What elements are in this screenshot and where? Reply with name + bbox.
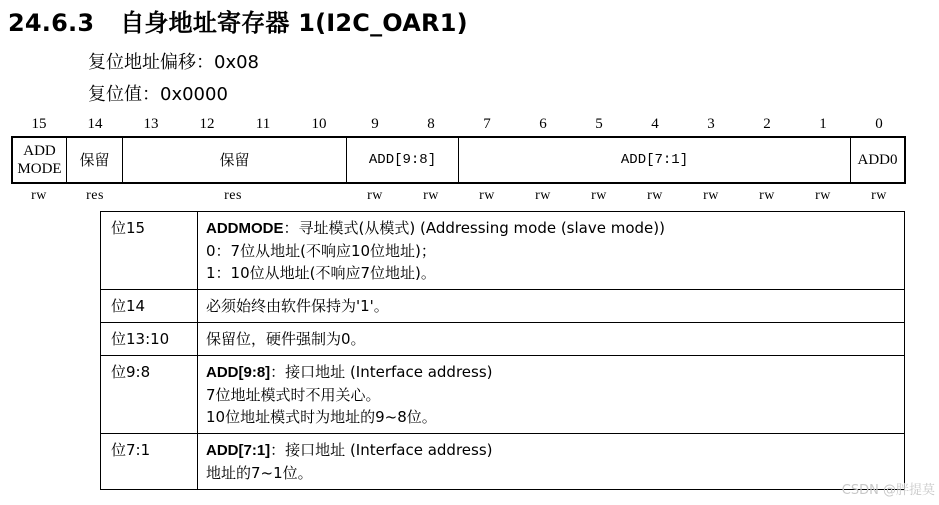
access-type: rw	[871, 188, 887, 203]
section-number: 24.6.3	[8, 9, 95, 37]
access-type: rw	[423, 188, 439, 203]
description-line: 10位地址模式时为地址的9~8位。	[206, 408, 437, 426]
field-addmode-line2: MODE	[17, 161, 62, 177]
bit-number: 9	[371, 116, 379, 132]
table-row	[101, 212, 905, 290]
section-title: 自身地址寄存器 1(I2C_OAR1)	[120, 9, 468, 37]
field-add0: ADD0	[857, 152, 898, 168]
watermark: CSDN @胖提莫	[841, 483, 935, 498]
bit-number: 14	[87, 116, 103, 132]
bit-description-table	[100, 211, 905, 490]
field-name-suffix: ：寻址模式(从模式) (Addressing mode (slave mode))	[283, 219, 665, 237]
field-reserved-14: 保留	[67, 138, 123, 182]
bit-number: 13	[143, 116, 159, 132]
bit-number: 2	[763, 116, 771, 132]
bit-number: 3	[707, 116, 715, 132]
field-name: ADD[9:8]	[206, 364, 271, 381]
field-addmode-line1: ADD	[23, 143, 56, 159]
access-type: rw	[31, 188, 47, 203]
bit-number: 1	[819, 116, 827, 132]
description-cell	[198, 212, 905, 290]
bit-cell: 位15	[101, 212, 198, 290]
bit-number: 5	[595, 116, 603, 132]
bit-cell: 位14	[101, 290, 198, 323]
description-cell	[198, 356, 905, 434]
description-cell	[198, 434, 905, 490]
field-name-suffix: ：接口地址 (Interface address)	[270, 441, 493, 459]
description-line: 0：7位从地址(不响应10位地址)；	[206, 242, 436, 260]
field-reserved-13-10: 保留	[123, 138, 347, 182]
register-bitfield-diagram	[11, 136, 906, 184]
bit-number: 8	[427, 116, 435, 132]
description-line: 地址的7~1位。	[206, 464, 313, 482]
bit-number: 7	[483, 116, 491, 132]
reset-value: 复位值：0x0000	[88, 84, 228, 105]
description-cell: 保留位，硬件强制为0。	[198, 323, 905, 356]
table-row	[101, 356, 905, 434]
access-type: rw	[367, 188, 383, 203]
bit-cell: 位7:1	[101, 434, 198, 490]
field-add-9-8	[347, 138, 459, 182]
bit-number: 10	[311, 116, 327, 132]
field-addmode	[13, 138, 67, 182]
table-row	[101, 290, 905, 323]
section-heading	[8, 3, 468, 38]
access-type: rw	[591, 188, 607, 203]
bit-cell: 位9:8	[101, 356, 198, 434]
bit-number: 4	[651, 116, 659, 132]
access-type: rw	[535, 188, 551, 203]
table-row	[101, 323, 905, 356]
access-type: rw	[479, 188, 495, 203]
bit-number: 15	[31, 116, 47, 132]
access-type: rw	[647, 188, 663, 203]
description-line: 7位地址模式时不用关心。	[206, 386, 381, 404]
address-offset: 复位地址偏移：0x08	[88, 52, 260, 73]
access-type: rw	[703, 188, 719, 203]
field-name: ADD[7:1]	[206, 442, 271, 459]
access-type-row	[11, 188, 906, 208]
bit-number: 11	[255, 116, 271, 132]
access-type: res	[224, 188, 242, 203]
access-type: rw	[759, 188, 775, 203]
field-add-7-1-label: ADD[7:1]	[620, 152, 689, 168]
table-row	[101, 434, 905, 490]
bit-number: 6	[539, 116, 547, 132]
access-type: rw	[815, 188, 831, 203]
bit-cell: 位13:10	[101, 323, 198, 356]
field-name-suffix: ：接口地址 (Interface address)	[270, 363, 493, 381]
field-name: ADDMODE	[206, 220, 284, 237]
field-add-7-1	[459, 138, 851, 182]
description-line: 1：10位从地址(不响应7位地址)。	[206, 264, 436, 282]
bit-number: 12	[199, 116, 215, 132]
description-cell: 必须始终由软件保持为'1'。	[198, 290, 905, 323]
access-type: res	[86, 188, 104, 203]
field-add-9-8-label: ADD[9:8]	[368, 152, 437, 168]
bit-number: 0	[875, 116, 883, 132]
bit-number-row	[11, 116, 906, 136]
